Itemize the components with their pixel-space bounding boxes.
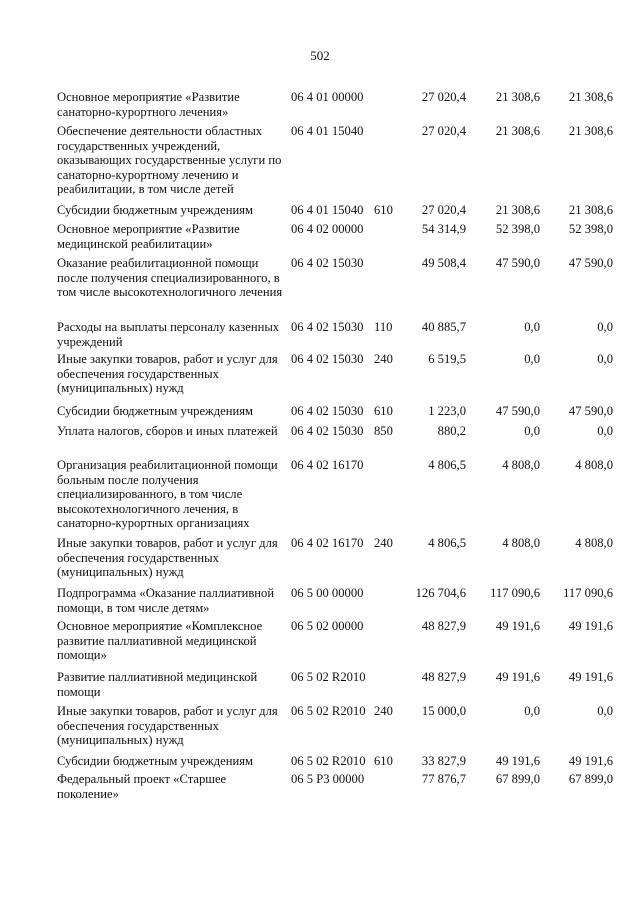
row-name: Подпрограмма «Оказание паллиативной помощи, в том числе детям» xyxy=(57,586,275,615)
row-value-1: 27 020,4 xyxy=(421,90,466,104)
row-value-1: 27 020,4 xyxy=(421,124,466,138)
row-code: 06 4 01 15040 xyxy=(291,203,364,217)
row-name: Расходы на выплаты персоналу казенных учреждений xyxy=(57,320,280,349)
row-code: 06 4 02 15030 xyxy=(291,404,364,418)
row-code: 06 5 02 R2010 xyxy=(291,704,366,718)
row-name: Субсидии бюджетным учреждениям xyxy=(57,404,253,418)
row-expense-type: 850 xyxy=(374,424,393,438)
row-code: 06 5 02 R2010 xyxy=(291,754,366,768)
page-number: 502 xyxy=(310,48,330,63)
row-code: 06 4 01 15040 xyxy=(291,124,364,138)
row-value-1: 40 885,7 xyxy=(421,320,466,334)
row-value-2: 117 090,6 xyxy=(490,586,540,600)
row-expense-type: 240 xyxy=(374,704,393,718)
row-name: Федеральный проект «Старшее поколение» xyxy=(57,772,227,801)
row-value-2: 0,0 xyxy=(524,352,540,366)
row-value-3: 49 191,6 xyxy=(568,670,613,684)
row-value-2: 0,0 xyxy=(524,320,540,334)
row-name: Уплата налогов, сборов и иных платежей xyxy=(57,424,278,438)
row-value-2: 21 308,6 xyxy=(495,90,540,104)
row-value-3: 49 191,6 xyxy=(568,619,613,633)
row-code: 06 4 02 16170 xyxy=(291,458,364,472)
row-value-1: 77 876,7 xyxy=(421,772,466,786)
row-value-2: 4 808,0 xyxy=(502,536,540,550)
row-value-2: 67 899,0 xyxy=(495,772,540,786)
row-value-2: 21 308,6 xyxy=(495,203,540,217)
row-code: 06 5 00 00000 xyxy=(291,586,364,600)
row-value-1: 48 827,9 xyxy=(421,619,466,633)
row-value-3: 4 808,0 xyxy=(575,458,613,472)
row-value-3: 0,0 xyxy=(597,704,613,718)
row-value-2: 49 191,6 xyxy=(495,670,540,684)
row-name: Иные закупки товаров, работ и услуг для обеспечения государственных (муниципальных) нужд xyxy=(57,704,278,747)
row-code: 06 4 01 00000 xyxy=(291,90,364,104)
row-name: Развитие паллиативной медицинской помощи xyxy=(57,670,258,699)
row-value-3: 4 808,0 xyxy=(575,536,613,550)
row-value-3: 67 899,0 xyxy=(568,772,613,786)
row-value-3: 21 308,6 xyxy=(568,203,613,217)
row-value-1: 1 223,0 xyxy=(428,404,466,418)
row-name: Обеспечение деятельности областных государственных учреждений, оказывающих государственные услуги по санаторно-курортному лечению и реабилитации, в том числе детей xyxy=(57,124,282,196)
row-expense-type: 240 xyxy=(374,352,393,366)
row-code: 06 4 02 15030 xyxy=(291,320,364,334)
row-expense-type: 110 xyxy=(374,320,393,334)
row-value-1: 54 314,9 xyxy=(421,222,466,236)
row-value-2: 47 590,0 xyxy=(495,256,540,270)
row-code: 06 5 P3 00000 xyxy=(291,772,365,786)
row-code: 06 4 02 00000 xyxy=(291,222,364,236)
row-name: Основное мероприятие «Развитие санаторно-курортного лечения» xyxy=(57,90,240,119)
row-value-2: 0,0 xyxy=(524,424,540,438)
row-value-3: 0,0 xyxy=(597,352,613,366)
row-expense-type: 610 xyxy=(374,203,393,217)
row-value-1: 48 827,9 xyxy=(421,670,466,684)
row-value-2: 49 191,6 xyxy=(495,754,540,768)
row-code: 06 4 02 15030 xyxy=(291,352,364,366)
row-value-2: 47 590,0 xyxy=(495,404,540,418)
row-value-1: 126 704,6 xyxy=(415,586,466,600)
row-value-3: 49 191,6 xyxy=(568,754,613,768)
row-expense-type: 240 xyxy=(374,536,393,550)
row-value-1: 33 827,9 xyxy=(421,754,466,768)
row-expense-type: 610 xyxy=(374,404,393,418)
row-name: Основное мероприятие «Комплексное развитие паллиативной медицинской помощи» xyxy=(57,619,263,662)
row-value-3: 47 590,0 xyxy=(568,404,613,418)
row-name: Субсидии бюджетным учреждениям xyxy=(57,754,253,768)
row-name: Основное мероприятие «Развитие медицинской реабилитации» xyxy=(57,222,240,251)
row-code: 06 4 02 15030 xyxy=(291,256,364,270)
row-value-1: 49 508,4 xyxy=(421,256,466,270)
row-code: 06 5 02 R2010 xyxy=(291,670,366,684)
row-value-2: 52 398,0 xyxy=(495,222,540,236)
row-name: Оказание реабилитационной помощи после получения специализированного, в том числе высокотехнологичного лечения xyxy=(57,256,283,299)
row-value-1: 27 020,4 xyxy=(421,203,466,217)
row-expense-type: 610 xyxy=(374,754,393,768)
row-code: 06 4 02 16170 xyxy=(291,536,364,550)
row-code: 06 5 02 00000 xyxy=(291,619,364,633)
row-value-3: 47 590,0 xyxy=(568,256,613,270)
row-value-1: 6 519,5 xyxy=(428,352,466,366)
row-value-1: 880,2 xyxy=(437,424,466,438)
row-name: Субсидии бюджетным учреждениям xyxy=(57,203,253,217)
row-value-2: 21 308,6 xyxy=(495,124,540,138)
row-value-1: 4 806,5 xyxy=(428,458,466,472)
row-code: 06 4 02 15030 xyxy=(291,424,364,438)
row-value-3: 117 090,6 xyxy=(563,586,613,600)
row-value-2: 0,0 xyxy=(524,704,540,718)
row-value-2: 4 808,0 xyxy=(502,458,540,472)
row-name: Иные закупки товаров, работ и услуг для обеспечения государственных (муниципальных) нужд xyxy=(57,536,278,579)
row-name: Организация реабилитационной помощи больным после получения специализированного, в том числе высокотехнологичного лечения, в санаторно-курортных организациях xyxy=(57,458,278,530)
row-value-3: 0,0 xyxy=(597,320,613,334)
row-value-3: 52 398,0 xyxy=(568,222,613,236)
row-value-1: 15 000,0 xyxy=(421,704,466,718)
row-value-2: 49 191,6 xyxy=(495,619,540,633)
row-value-3: 21 308,6 xyxy=(568,124,613,138)
row-value-3: 21 308,6 xyxy=(568,90,613,104)
row-value-1: 4 806,5 xyxy=(428,536,466,550)
row-value-3: 0,0 xyxy=(597,424,613,438)
row-name: Иные закупки товаров, работ и услуг для обеспечения государственных (муниципальных) нужд xyxy=(57,352,278,395)
